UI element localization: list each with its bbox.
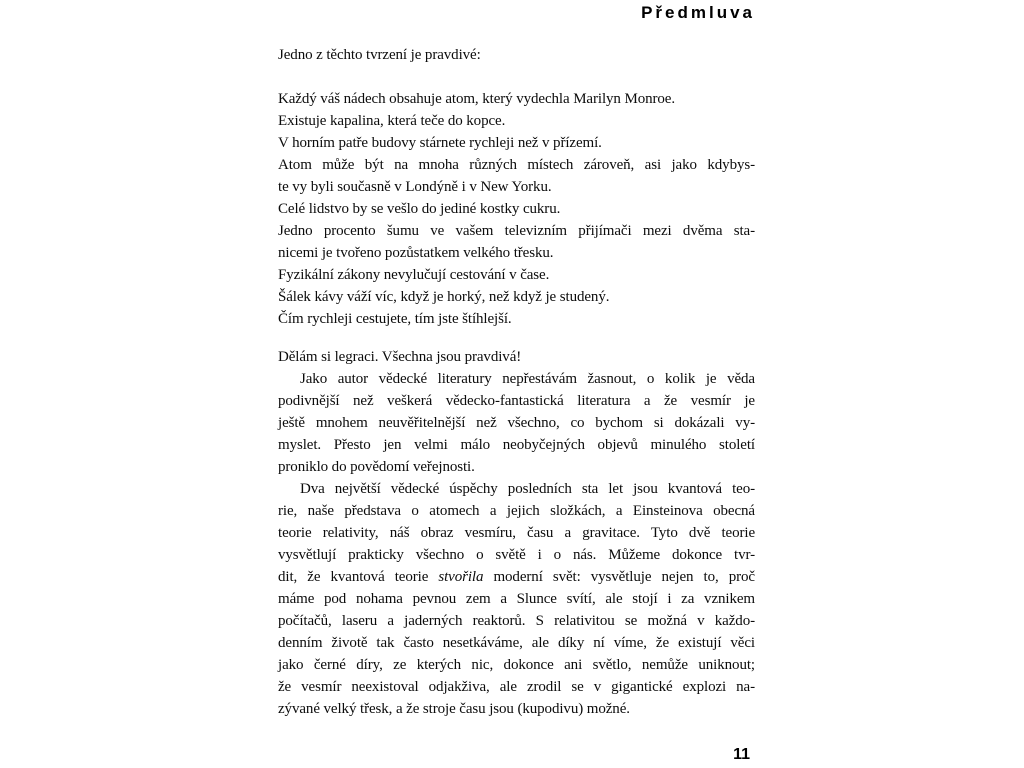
- text-line: Existuje kapalina, která teče do kopce.: [278, 113, 506, 129]
- text-line: V horním patře budovy stárnete rychleji než v přízemí.: [278, 135, 602, 151]
- section-intro: [278, 44, 755, 66]
- section-paragraphs: [278, 346, 755, 720]
- page-number: 11: [733, 746, 750, 763]
- text-line: rie, naše představa o atomech a jejich složkách, a Einsteinova obecná: [278, 503, 755, 519]
- text-line: Jedno procento šumu ve vašem televizním přijímači mezi dvěma sta-: [278, 223, 755, 239]
- text-line: Atom může být na mnoha různých místech zároveň, asi jako kdybys-: [278, 157, 755, 173]
- text-line: teorie relativity, náš obraz vesmíru, času a gravitace. Tyto dvě teorie: [278, 525, 755, 541]
- section-claims: [278, 88, 755, 330]
- text-line: proniklo do povědomí veřejnosti.: [278, 459, 475, 475]
- text-line: vysvětlují prakticky všechno o světě i o nás. Můžeme dokonce tvr-: [278, 547, 755, 563]
- text-line: počítačů, laseru a jaderných reaktorů. S relativitou se možná v každo-: [278, 613, 755, 629]
- running-header: Předmluva: [641, 3, 755, 22]
- text-line: nicemi je tvořeno pozůstatkem velkého třesku.: [278, 245, 554, 261]
- text-line: Fyzikální zákony nevylučují cestování v čase.: [278, 267, 550, 283]
- text-line: Jako autor vědecké literatury nepřestávám žasnout, o kolik je věda: [300, 371, 755, 387]
- text-line: Dělám si legraci. Všechna jsou pravdivá!: [278, 349, 522, 365]
- text-line: že vesmír neexistoval odjakživa, ale zrodil se v gigantické explozi na-: [278, 679, 755, 695]
- text-line: zývané velký třesk, a že stroje času jsou (kupodivu) možné.: [278, 701, 630, 717]
- text-line: máme pod nohama pevnou zem a Slunce svítí, ale stojí i za vznikem: [278, 591, 755, 607]
- text-column: [278, 44, 755, 720]
- text-line: te vy byli současně v Londýně i v New Yorku.: [278, 179, 552, 195]
- text-line: dit, že kvantová teorie stvořila moderní svět: vysvětluje nejen to, proč: [278, 569, 755, 585]
- text-line: Každý váš nádech obsahuje atom, který vydechla Marilyn Monroe.: [278, 91, 676, 107]
- text-line: Šálek kávy váží víc, když je horký, než když je studený.: [278, 289, 610, 305]
- text-line: Celé lidstvo by se vešlo do jediné kostky cukru.: [278, 201, 561, 217]
- text-line: podivnější než veškerá vědecko-fantastická literatura a že vesmír je: [278, 393, 755, 409]
- text-line: myslet. Přesto jen velmi málo neobyčejných objevů minulého století: [278, 437, 755, 453]
- text-line: Jedno z těchto tvrzení je pravdivé:: [278, 47, 481, 63]
- text-line: Čím rychleji cestujete, tím jste štíhlejší.: [278, 311, 512, 327]
- text-line: ještě mnohem neuvěřitelnější než všechno, co bychom si dokázali vy-: [278, 415, 755, 431]
- text-line: jako černé díry, ze kterých nic, dokonce ani světlo, nemůže uniknout;: [278, 657, 755, 673]
- text-line: Dva největší vědecké úspěchy posledních sta let jsou kvantová teo-: [300, 481, 755, 497]
- text-line: denním životě tak často nesetkáváme, ale díky ní víme, že existují věci: [278, 635, 755, 651]
